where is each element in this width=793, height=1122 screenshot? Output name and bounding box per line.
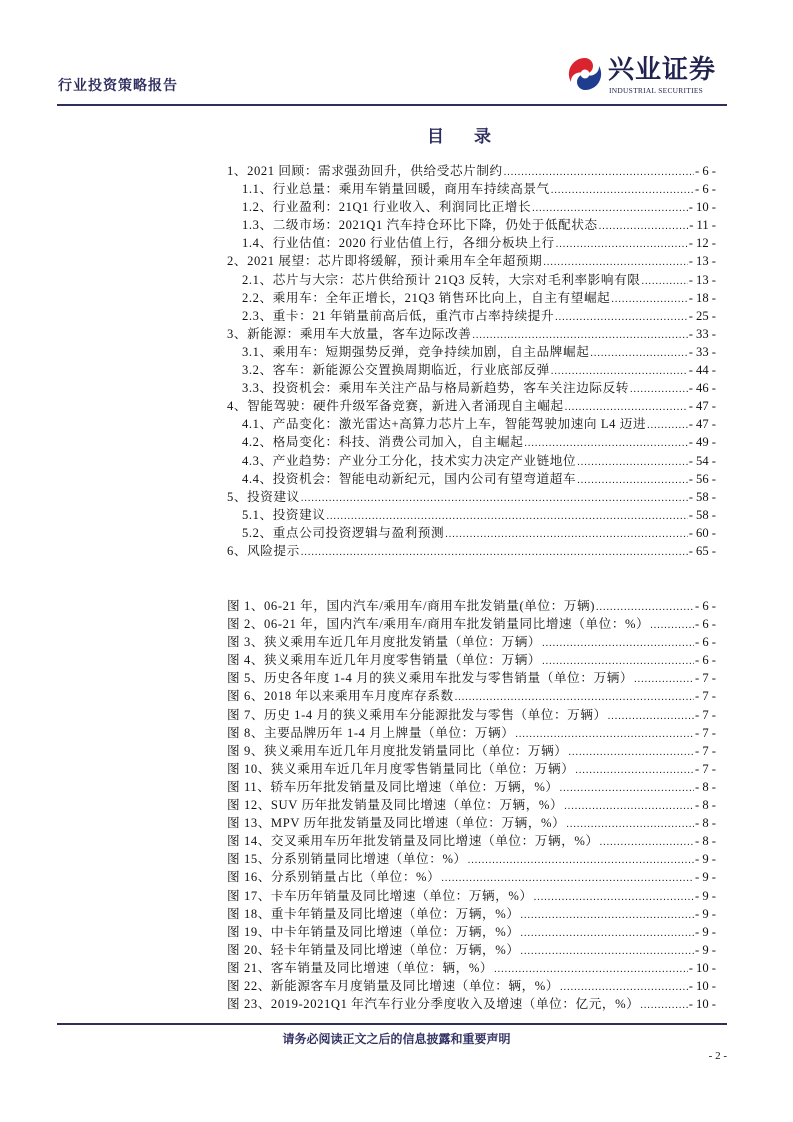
figure-entry[interactable]: 图 21、客车销量及同比增速（单位：辆，%） ..... - 10 - <box>227 959 716 977</box>
figure-entry[interactable]: 图 15、分系别销量同比增速（单位：%） ..... - 9 - <box>227 850 716 868</box>
toc-entry[interactable]: 3.1、乘用车：短期强势反弹，竞争持续加剧，自主品牌崛起 ..... - 33 - <box>227 343 716 361</box>
figure-entry[interactable]: 图 5、历史各年度 1-4 月的狭义乘用车批发与零售销量（单位：万辆） ..... - 7 - <box>227 669 716 687</box>
leader-dots <box>577 472 688 490</box>
page-ref: - 7 - <box>695 671 716 686</box>
figure-entry[interactable]: 图 23、2019-2021Q1 年汽车行业分季度收入及增速（单位：亿元，%） ..... - 10 - <box>227 995 716 1013</box>
leader-dots <box>600 834 694 852</box>
page-ref: - 13 - <box>688 254 716 269</box>
leader-dots <box>445 526 687 544</box>
figure-entry[interactable]: 图 11、轿车历年批发销量及同比增速（单位：万辆，%） ..... - 8 - <box>227 778 716 796</box>
page-ref: - 7 - <box>695 743 716 758</box>
footer-divider <box>57 1023 727 1025</box>
page-ref: - 9 - <box>695 888 716 903</box>
figure-entry[interactable]: 图 4、狭义乘用车近几年月度零售销量（单位：万辆） ..... - 6 - <box>227 651 716 669</box>
page-ref: - 6 - <box>695 182 716 197</box>
leader-dots <box>641 273 687 291</box>
leader-dots <box>521 907 695 925</box>
header-divider <box>57 104 727 106</box>
toc-entry[interactable]: 4.4、投资机会：智能电动新纪元，国内公司有望弯道超车 ..... - 56 - <box>227 470 716 488</box>
page-ref: - 9 - <box>695 870 716 885</box>
report-type-label: 行业投资策略报告 <box>58 78 178 94</box>
leader-dots <box>647 417 688 435</box>
page-ref: - 6 - <box>695 164 716 178</box>
page-ref: - 13 - <box>688 272 716 287</box>
toc-entry[interactable]: 2.2、乘用车：全年正增长，21Q3 销售环比向上，自主有望崛起 ..... - 18 - <box>227 289 716 307</box>
table-of-contents <box>227 162 716 560</box>
toc-entry[interactable]: 3.3、投资机会：乘用车关注产品与格局新趋势，客车关注边际反转 ..... - 46 - <box>227 379 716 397</box>
page-ref: - 33 - <box>688 344 716 359</box>
toc-entry[interactable]: 1.1、行业总量：乘用车销量回暖，商用车持续高景气 ..... - 6 - <box>227 180 716 198</box>
page-ref: - 6 - <box>695 617 716 632</box>
toc-entry[interactable]: 1.4、行业估值：2020 行业估值上行，各细分板块上行 ..... - 12 - <box>227 234 716 252</box>
page-ref: - 7 - <box>695 725 716 740</box>
page-ref: - 9 - <box>695 906 716 921</box>
figure-entry[interactable]: 图 6、2018 年以来乘用车月度库存系数 ..... - 7 - <box>227 687 716 705</box>
page-ref: - 10 - <box>688 960 716 975</box>
figure-entry[interactable]: 图 17、卡车历年销量及同比增速（单位：万辆，%） ..... - 9 - <box>227 887 716 905</box>
leader-dots <box>650 617 694 635</box>
figure-entry[interactable]: 图 1、06-21 年，国内汽车/乘用车/商用车批发销量(单位：万辆) ..... - 6 - <box>227 597 716 615</box>
page-ref: - 25 - <box>688 308 716 323</box>
page-ref: - 8 - <box>695 816 716 831</box>
page-ref: - 49 - <box>688 435 716 450</box>
company-logo <box>568 55 738 97</box>
leader-dots <box>575 762 694 780</box>
page-ref: - 6 - <box>695 635 716 650</box>
page-ref: - 9 - <box>695 924 716 939</box>
toc-entry[interactable]: 2.3、重卡：21 年销量前高后低，重汽市占率持续提升 ..... - 25 - <box>227 307 716 325</box>
page-ref: - 47 - <box>688 417 716 432</box>
leader-dots <box>556 236 688 254</box>
page-ref: - 46 - <box>688 381 716 396</box>
leader-dots <box>577 454 688 472</box>
toc-entry[interactable]: 3.2、客车：新能源公交置换周期临近，行业底部反弹 ..... - 44 - <box>227 361 716 379</box>
page-ref: - 7 - <box>695 761 716 776</box>
figure-entry[interactable]: 图 13、MPV 历年批发销量及同比增速（单位：万辆，%） ..... - 8 - <box>227 814 716 832</box>
page-ref: - 56 - <box>688 471 716 486</box>
leader-dots <box>560 780 694 798</box>
toc-entry[interactable]: 1.2、行业盈利：21Q1 行业收入、利润同比正增长 ..... - 10 - <box>227 198 716 216</box>
leader-dots <box>634 671 694 689</box>
leader-dots <box>630 381 688 399</box>
leader-dots <box>590 345 687 363</box>
page-ref: - 10 - <box>688 200 716 215</box>
figure-entry[interactable]: 图 7、历史 1-4 月的狭义乘用车分能源批发与零售（单位：万辆） ..... - 7 - <box>227 706 716 724</box>
page-ref: - 54 - <box>688 453 716 468</box>
toc-entry[interactable]: 6、风险提示 ..... - 65 - <box>227 542 716 560</box>
toc-entry[interactable]: 3、新能源：乘用车大放量，客车边际改善 ..... - 33 - <box>227 325 716 343</box>
leader-dots <box>608 708 694 726</box>
page-ref: - 8 - <box>695 779 716 794</box>
page-ref: - 44 - <box>688 363 716 378</box>
leader-dots <box>301 490 688 508</box>
page-ref: - 33 - <box>688 326 716 341</box>
page-ref: - 58 - <box>688 507 716 522</box>
page-ref: - 18 - <box>688 290 716 305</box>
leader-dots <box>564 798 694 816</box>
figure-entry[interactable]: 图 18、重卡年销量及同比增速（单位：万辆，%） ..... - 9 - <box>227 905 716 923</box>
leader-dots <box>569 744 695 762</box>
page-ref: - 8 - <box>695 834 716 849</box>
page-ref: - 8 - <box>695 798 716 813</box>
page-ref: - 12 - <box>688 236 716 251</box>
toc-entry[interactable]: 4.1、产品变化：激光雷达+高算力芯片上车，智能驾驶加速向 L4 迈进 ..... - 47 - <box>227 415 716 433</box>
logo-english-name: INDUSTRIAL SECURITIES <box>609 86 704 95</box>
toc-title: 目 录 <box>427 127 503 147</box>
figure-entry[interactable]: 图 22、新能源客车月度销量及同比增速（单位：辆，%） ..... - 10 - <box>227 977 716 995</box>
page-ref: - 6 - <box>695 653 716 668</box>
toc-entry[interactable]: 5.1、投资建议 ..... - 58 - <box>227 506 716 524</box>
leader-dots <box>521 925 695 943</box>
page-ref: - 6 - <box>695 599 716 613</box>
figure-entry[interactable]: 图 10、狭义乘用车近几年月度零售销量同比（单位：万辆） ..... - 7 - <box>227 760 716 778</box>
figure-entry[interactable]: 图 3、狭义乘用车近几年月度批发销量（单位：万辆） ..... - 6 - <box>227 633 716 651</box>
toc-entry[interactable]: 2.1、芯片与大宗：芯片供给预计 21Q3 反转，大宗对毛利率影响有限 ..... - 13 - <box>227 271 716 289</box>
figure-entry[interactable]: 图 16、分系别销量占比（单位：%） ..... - 9 - <box>227 868 716 886</box>
leader-dots <box>611 291 687 309</box>
leader-dots <box>640 997 687 1015</box>
toc-entry[interactable]: 4.3、产业趋势：产业分工分化，技术实力决定产业链地位 ..... - 54 - <box>227 452 716 470</box>
page-ref: - 47 - <box>688 399 716 414</box>
leader-dots <box>534 889 694 907</box>
footer-disclaimer: 请务必阅读正文之后的信息披露和重要声明 <box>282 1032 511 1046</box>
toc-entry[interactable]: 1.3、二级市场：2021Q1 汽车持仓环比下降，仍处于低配状态 ..... - 11 - <box>227 216 716 234</box>
toc-entry[interactable]: 1、2021 回顾：需求强劲回升，供给受芯片制约 ..... - 6 - <box>227 162 716 180</box>
leader-dots <box>555 309 688 327</box>
toc-entry[interactable]: 4、智能驾驶：硬件升级军备竞赛，新进入者涌现自主崛起 ..... - 47 - <box>227 397 716 415</box>
toc-entry[interactable]: 2、2021 展望：芯片即将缓解，预计乘用车全年超预期 ..... - 13 - <box>227 252 716 270</box>
list-of-figures <box>227 597 716 1013</box>
figure-entry[interactable]: 图 12、SUV 历年批发销量及同比增速（单位：万辆，%） ..... - 8 - <box>227 796 716 814</box>
page-ref: - 65 - <box>688 543 716 558</box>
page-number: - 2 - <box>708 1050 727 1062</box>
figure-entry[interactable]: 图 8、主要品牌历年 1-4 月上牌量（单位：万辆） ..... - 7 - <box>227 724 716 742</box>
page-ref: - 60 - <box>688 525 716 540</box>
toc-entry[interactable]: 5.2、重点公司投资逻辑与盈利预测 ..... - 60 - <box>227 524 716 542</box>
page-ref: - 10 - <box>688 997 716 1012</box>
toc-entry[interactable]: 5、投资建议 ..... - 58 - <box>227 488 716 506</box>
page-ref: - 7 - <box>695 707 716 722</box>
page-ref: - 58 - <box>688 489 716 504</box>
figure-entry[interactable]: 图 14、交叉乘用车历年批发销量及同比增速（单位：万辆，%） ..... - 8 - <box>227 832 716 850</box>
figure-entry[interactable]: 图 2、06-21 年，国内汽车/乘用车/商用车批发销量同比增速（单位：%） ..... - 6 - <box>227 615 716 633</box>
figure-entry[interactable]: 图 20、轻卡年销量及同比增速（单位：万辆，%） ..... - 9 - <box>227 941 716 959</box>
toc-entry[interactable]: 4.2、格局变化：科技、消费公司加入，自主崛起 ..... - 49 - <box>227 433 716 451</box>
page-ref: - 9 - <box>695 942 716 957</box>
logo-chinese-name: 兴业证券 <box>608 55 717 85</box>
page-ref: - 10 - <box>688 978 716 993</box>
leader-dots <box>599 218 688 236</box>
leader-dots <box>521 943 695 961</box>
page-ref: - 11 - <box>689 218 716 233</box>
figure-entry[interactable]: 图 19、中卡年销量及同比增速（单位：万辆，%） ..... - 9 - <box>227 923 716 941</box>
leader-dots <box>468 852 694 870</box>
leader-dots <box>301 544 688 562</box>
page-ref: - 9 - <box>695 852 716 867</box>
leader-dots <box>542 635 694 653</box>
swirl-logo-icon <box>568 57 602 91</box>
page-ref: - 7 - <box>695 689 716 704</box>
leader-dots <box>551 182 694 200</box>
figure-entry[interactable]: 图 9、狭义乘用车近几年月度批发销量同比（单位：万辆） ..... - 7 - <box>227 742 716 760</box>
